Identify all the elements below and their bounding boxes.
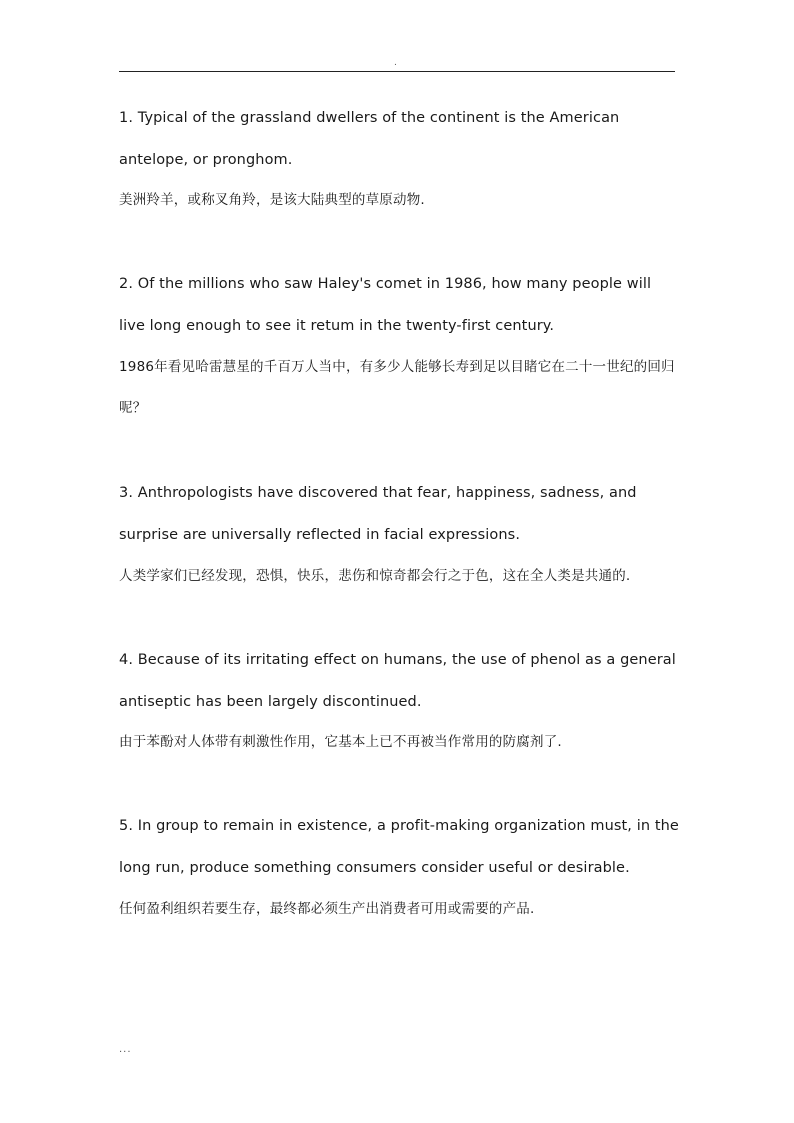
sentence-5-english: 5. In group to remain in existence, a profit-making organization must, in the long run, produce something consumers consider useful or desirable. xyxy=(119,818,679,876)
sentence-1-chinese: 美洲羚羊，或称叉角羚，是该大陆典型的草原动物. xyxy=(119,192,425,208)
sentence-4-chinese: 由于苯酚对人体带有刺激性作用，它基本上已不再被当作常用的防腐剂了. xyxy=(119,734,562,750)
sentence-3-chinese: 人类学家们已经发现，恐惧，快乐，悲伤和惊奇都会行之于色，这在全人类是共通的. xyxy=(119,568,631,584)
sentence-5-chinese: 任何盈利组织若要生存，最终都必须生产出消费者可用或需要的产品. xyxy=(119,901,535,917)
footer-mark: ... xyxy=(119,1044,132,1055)
sentence-1-english: 1. Typical of the grassland dwellers of the continent is the American antelope, or pronghom. xyxy=(119,110,620,168)
sentence-4-english: 4. Because of its irritating effect on humans, the use of phenol as a general antiseptic has been largely discontinued. xyxy=(119,652,676,710)
header-rule xyxy=(119,71,675,72)
sentence-3-english: 3. Anthropologists have discovered that fear, happiness, sadness, and surprise are universally reflected in facial expressions. xyxy=(119,485,637,543)
sentence-2-chinese: 1986年看见哈雷慧星的千百万人当中，有多少人能够长寿到足以目睹它在二十一世纪的回归呢？ xyxy=(119,359,675,416)
header-mark: . xyxy=(394,58,397,68)
sentence-2-english: 2. Of the millions who saw Haley's comet in 1986, how many people will live long enough to see it retum in the twenty-first century. xyxy=(119,276,652,334)
